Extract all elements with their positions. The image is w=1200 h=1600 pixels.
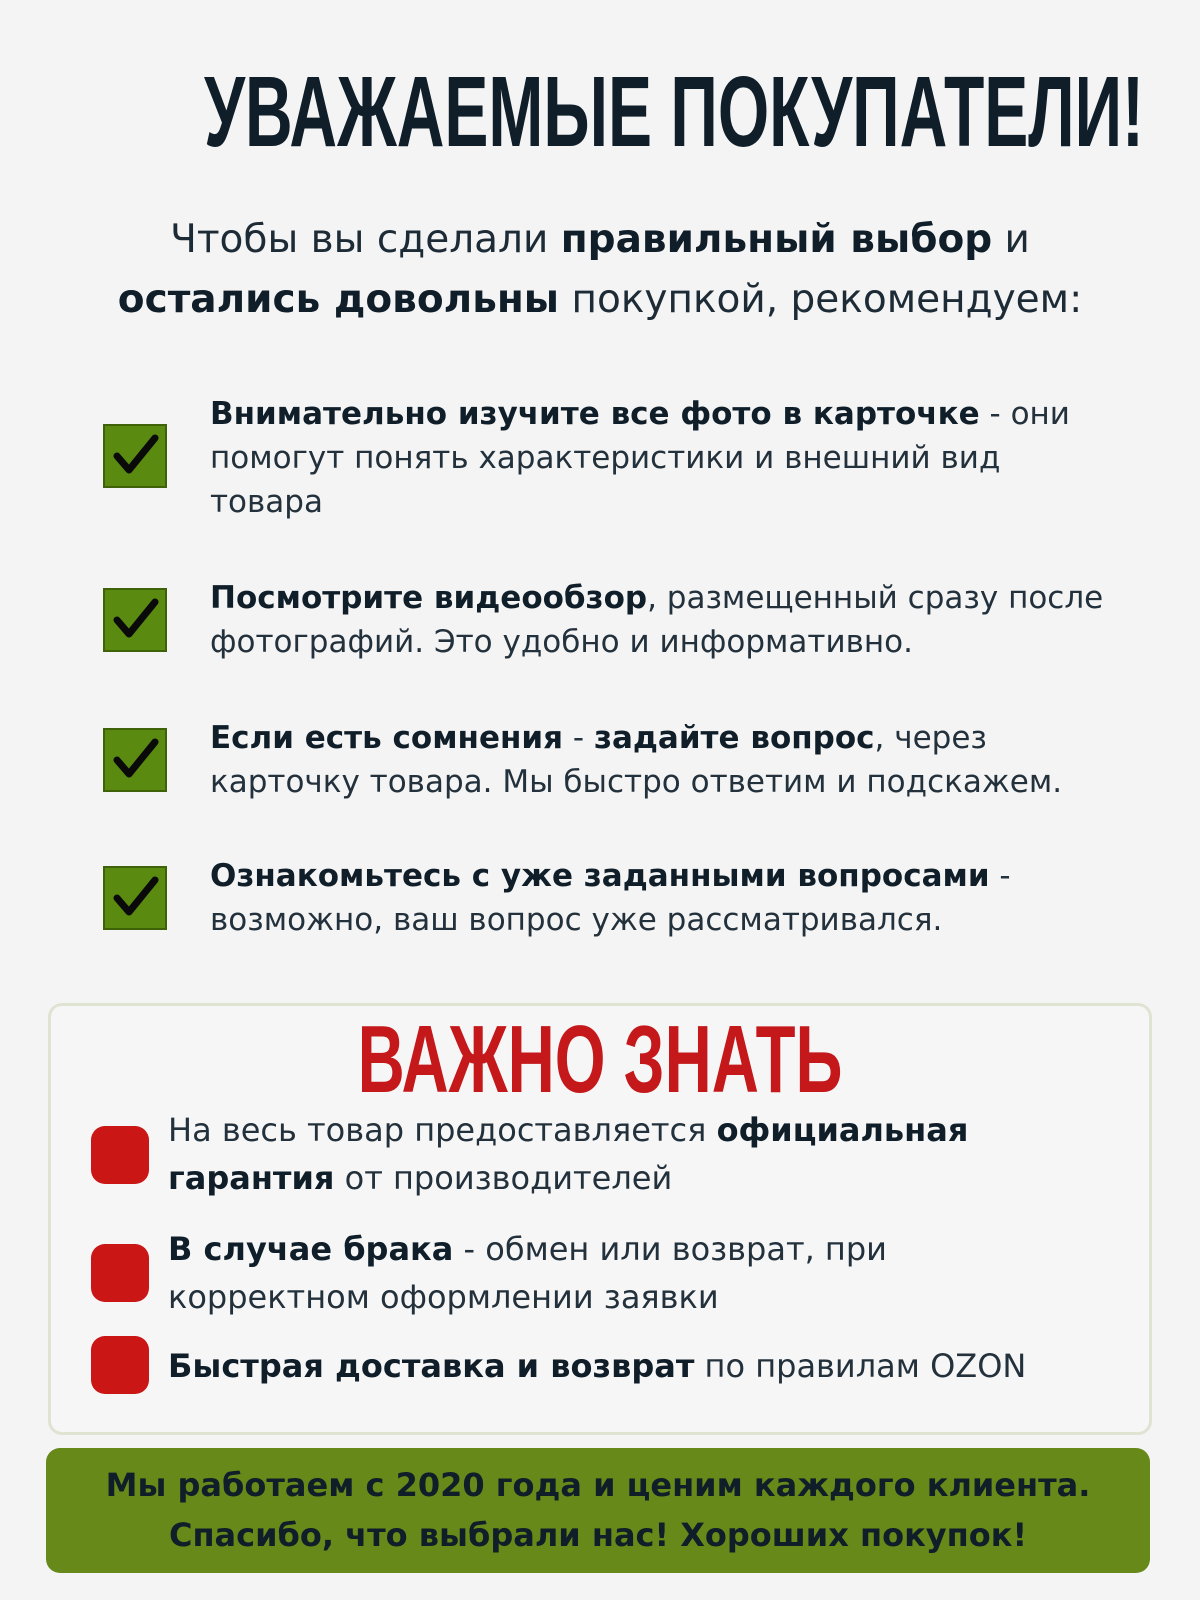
recommendation-body: - возможно, ваш вопрос уже рассматривался. xyxy=(210,858,1011,938)
important-item-text: - обмен или возврат, при корректном оформлении заявки xyxy=(168,1230,887,1316)
important-item xyxy=(168,1225,1068,1321)
bullet-icon xyxy=(91,1336,149,1394)
recommendation-bold: Внимательно изучите все фото в карточке xyxy=(210,396,980,432)
recommendation-text xyxy=(210,576,1110,664)
important-item-bold: официальная гарантия xyxy=(168,1111,969,1197)
recommendation-text xyxy=(210,392,1110,524)
recommendation-separator: - xyxy=(563,720,594,756)
intro-line-1-text: Чтобы вы сделали xyxy=(170,217,561,262)
recommendation-bold: Посмотрите видеообзор xyxy=(210,580,648,616)
banner-line-2: Спасибо, что выбрали нас! Хороших покупок! xyxy=(168,1516,1028,1554)
important-item-bold: Быстрая доставка и возврат xyxy=(168,1347,695,1385)
recommendation-body: , размещенный сразу после фотографий. Это удобно и информативно. xyxy=(210,580,1104,660)
intro-line-2-text: покупкой, рекомендуем: xyxy=(559,277,1083,322)
important-item-end: от производителей xyxy=(334,1159,673,1197)
recommendation-bold: Ознакомьтесь с уже заданными вопросами xyxy=(210,858,990,894)
recommendation-body: , через карточку товара. Мы быстро ответим и подскажем. xyxy=(210,720,1063,800)
important-item xyxy=(168,1342,1068,1390)
intro-line-1-end: и xyxy=(992,217,1030,262)
recommendation-text xyxy=(210,716,1110,804)
recommendation-text xyxy=(210,854,1110,942)
checkmark-icon xyxy=(103,728,167,792)
intro-text xyxy=(0,210,1200,330)
recommendation-bold-2: задайте вопрос xyxy=(593,720,875,756)
important-title: ВАЖНО ЗНАТЬ xyxy=(357,1006,843,1113)
intro-line-2-bold: остались довольны xyxy=(117,277,560,322)
recommendation-body: - они помогут понять характеристики и внешний вид товара xyxy=(210,396,1070,520)
intro-line-2 xyxy=(0,270,1200,330)
banner-line-1: Мы работаем с 2020 года и ценим каждого клиента. xyxy=(105,1466,1091,1504)
important-item-bold: В случае брака xyxy=(168,1230,454,1268)
checkmark-icon xyxy=(103,424,167,488)
intro-line-1 xyxy=(0,210,1200,270)
thank-you-banner xyxy=(46,1448,1150,1573)
bullet-icon xyxy=(91,1244,149,1302)
important-item-text: На весь товар предоставляется xyxy=(168,1111,717,1149)
checkmark-icon xyxy=(103,866,167,930)
intro-line-1-bold: правильный выбор xyxy=(560,217,993,262)
important-item xyxy=(168,1106,1068,1202)
recommendation-bold: Если есть сомнения xyxy=(210,720,564,756)
page-title: УВАЖАЕМЫЕ ПОКУПАТЕЛИ! xyxy=(203,56,1145,168)
bullet-icon xyxy=(91,1126,149,1184)
checkmark-icon xyxy=(103,588,167,652)
important-item-text: по правилам OZON xyxy=(694,1347,1027,1385)
